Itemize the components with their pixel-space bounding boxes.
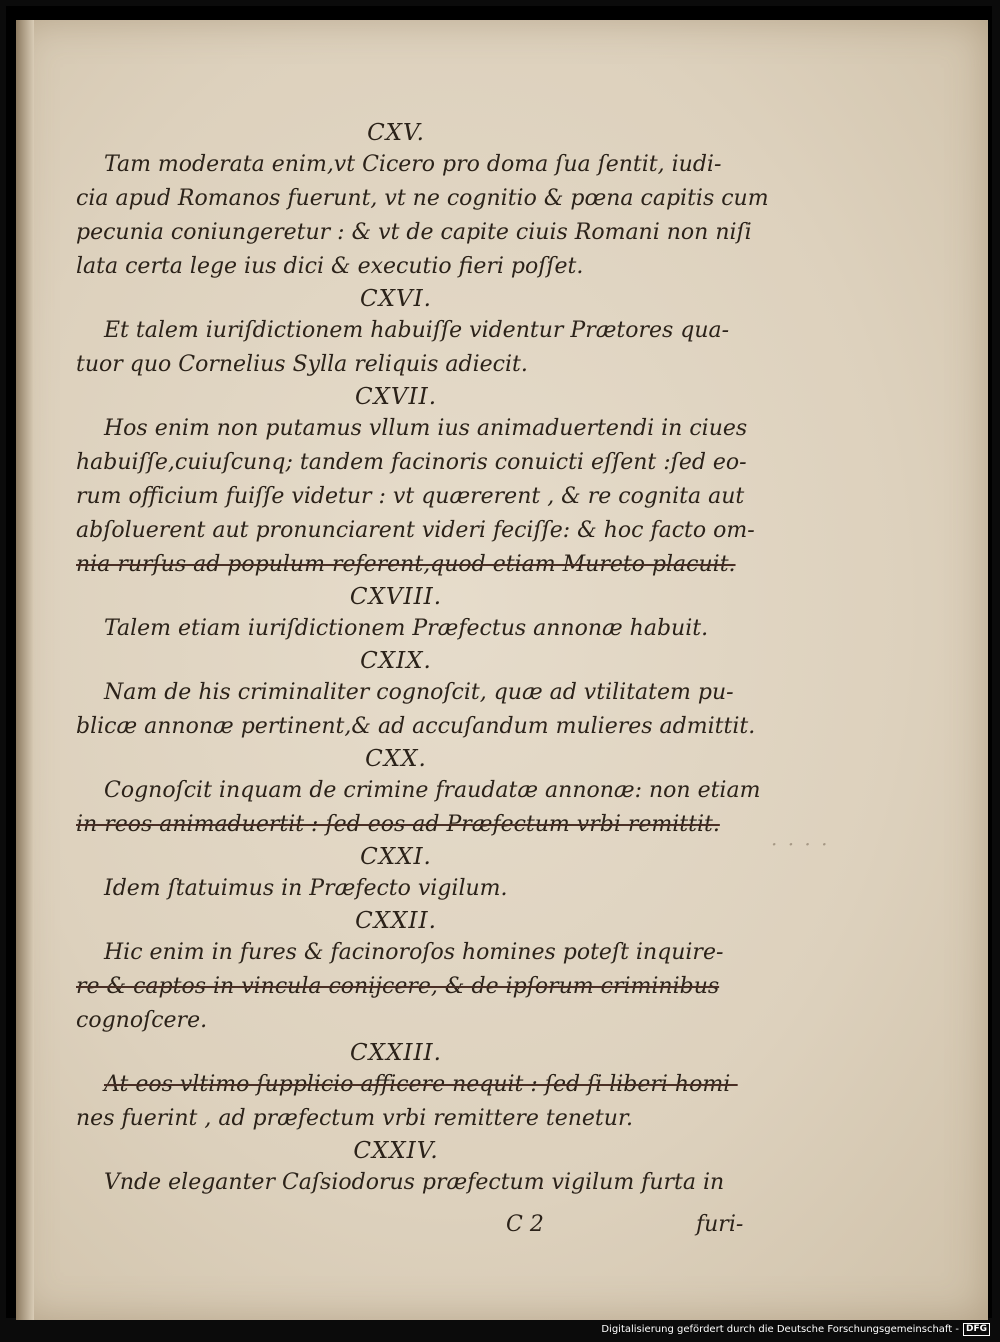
section-numeral: CXXIII. bbox=[350, 1040, 442, 1066]
section-cxxiii bbox=[76, 1038, 766, 1136]
struck-text-line: in reos animaduertit : ſed eos ad Præfectum vrbi remittit. bbox=[76, 812, 720, 837]
section-numeral: CXXIV. bbox=[353, 1138, 439, 1164]
text-line: nes fuerint , ad præfectum vrbi remittere tenetur. bbox=[76, 1106, 634, 1131]
book-page bbox=[16, 20, 988, 1320]
section-cxix bbox=[76, 646, 766, 744]
signature-mark: C 2 bbox=[506, 1212, 544, 1237]
section-numeral: CXVIII. bbox=[349, 584, 443, 610]
section-cxxiv bbox=[76, 1136, 766, 1200]
section-numeral: CXXI. bbox=[360, 844, 432, 870]
text-line: tuor quo Cornelius Sylla reliquis adiecit. bbox=[76, 352, 528, 377]
section-numeral: CXX. bbox=[365, 746, 427, 772]
text-line: Hos enim non putamus vllum ius animaduertendi in ciues bbox=[104, 416, 748, 441]
text-line: Tam moderata enim,vt Cicero pro doma ſua ſentit, iudi- bbox=[104, 152, 722, 177]
text-line: cia apud Romanos fuerunt, vt ne cognitio & pœna capitis cum bbox=[76, 186, 769, 211]
text-line: Et talem iuriſdictionem habuiſſe videntur Prætores qua- bbox=[104, 318, 730, 343]
text-line: Talem etiam iuriſdictionem Præfectus annonæ habuit. bbox=[104, 616, 709, 641]
page-gutter bbox=[16, 20, 34, 1320]
struck-text-line: At eos vltimo ſupplicio afficere nequit : ſed ſi liberi homi- bbox=[104, 1072, 738, 1097]
scan-frame bbox=[6, 6, 992, 1318]
text-line: Hic enim in fures & facinoroſos homines poteſt inquire- bbox=[104, 940, 724, 965]
section-cxviii bbox=[76, 582, 766, 646]
catchword: furi- bbox=[696, 1212, 744, 1237]
text-line: Cognoſcit inquam de crimine fraudatæ annonæ: non etiam bbox=[104, 778, 761, 803]
section-cxx bbox=[76, 744, 766, 842]
funding-text: Digitalisierung gefördert durch die Deutsche Forschungsgemeinschaft - bbox=[601, 1323, 959, 1335]
text-line: rum officium fuiſſe videtur : vt quærerent , & re cognita aut bbox=[76, 484, 745, 509]
section-cxvii bbox=[76, 382, 766, 582]
text-line: habuiſſe,cuiuſcunq; tandem facinoris conuicti eſſent :ſed eo- bbox=[76, 450, 747, 475]
section-numeral: CXVII. bbox=[354, 384, 438, 410]
section-cxvi bbox=[76, 284, 766, 382]
section-numeral: CXIX. bbox=[360, 648, 432, 674]
section-numeral: CXXII. bbox=[355, 908, 437, 934]
text-line: cognoſcere. bbox=[76, 1008, 208, 1033]
text-line: blicæ annonæ pertinent,& ad accuſandum mulieres admittit. bbox=[76, 714, 756, 739]
section-numeral: CXVI. bbox=[360, 286, 432, 312]
text-line: lata certa lege ius dici & executio fieri poſſet. bbox=[76, 254, 584, 279]
struck-text-line: nia rurſus ad populum referent,quod etiam Mureto placuit. bbox=[76, 552, 736, 577]
text-line: abſoluerent aut pronunciarent videri feciſſe: & hoc facto om- bbox=[76, 518, 755, 543]
text-line: Vnde eleganter Caſsiodorus præfectum vigilum furta in bbox=[104, 1170, 725, 1195]
page-body bbox=[76, 118, 769, 1200]
faint-margin-annotation: · · · · bbox=[771, 832, 830, 856]
text-line: pecunia coniungeretur : & vt de capite ciuis Romani non niſi bbox=[76, 220, 752, 245]
funding-banner bbox=[601, 1322, 990, 1336]
section-cxv bbox=[76, 118, 769, 284]
section-numeral: CXV. bbox=[367, 120, 425, 146]
section-cxxii bbox=[76, 906, 766, 1038]
page-footer bbox=[76, 1212, 766, 1246]
section-cxxi bbox=[76, 842, 766, 906]
text-line: Nam de his criminaliter cognoſcit, quæ ad vtilitatem pu- bbox=[104, 680, 734, 705]
text-line: Idem ſtatuimus in Præfecto vigilum. bbox=[104, 876, 508, 901]
struck-text-line: re & captos in vincula conijcere, & de ipſorum criminibus bbox=[76, 974, 720, 999]
dfg-logo-icon: DFG bbox=[963, 1323, 990, 1336]
